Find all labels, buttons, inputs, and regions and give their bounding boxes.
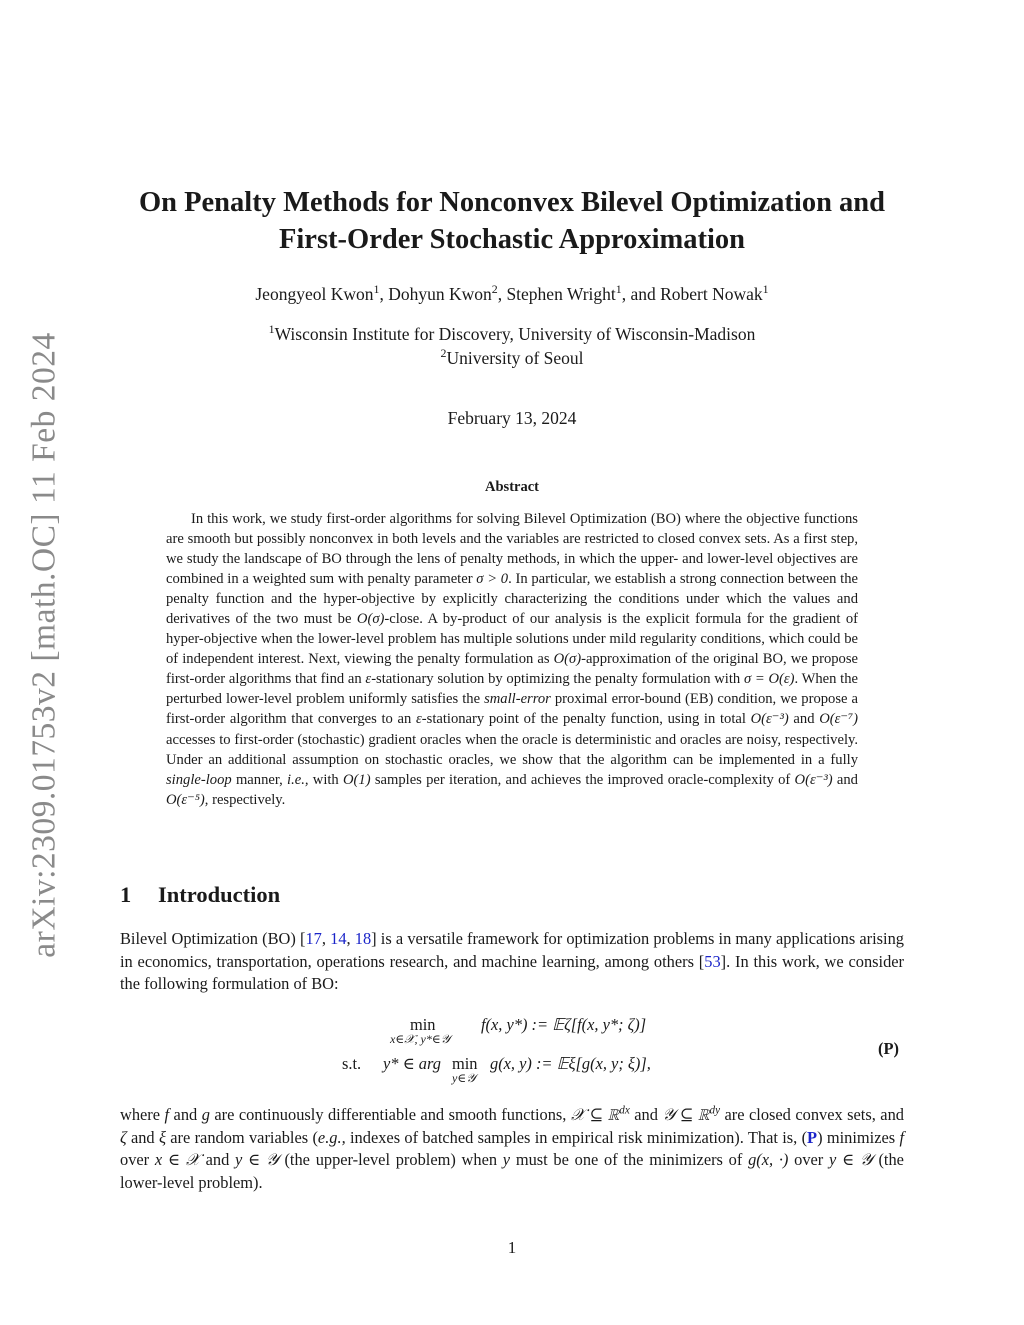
citation-link[interactable]: 53 bbox=[704, 951, 721, 971]
citation-link[interactable]: 18 bbox=[354, 929, 372, 948]
intro-text: ] is a versatile framework for optimization problems in many applications arising in economics, transportation, operations research, and machine learning, among others [ bbox=[120, 929, 904, 971]
body-math: ζ bbox=[120, 1127, 127, 1147]
abstract-math: σ > 0 bbox=[476, 571, 509, 588]
abstract-math: O(ε⁻³) bbox=[794, 771, 833, 788]
body-text: must be one of the minimizers of bbox=[510, 1150, 749, 1170]
intro-text: , bbox=[321, 929, 331, 948]
abstract-text: -stationary point of the penalty function, using in total bbox=[421, 711, 751, 728]
author-separator: , bbox=[497, 284, 507, 304]
abstract-emphasis: small-error bbox=[484, 691, 551, 708]
abstract-math: O(1) bbox=[343, 771, 371, 788]
abstract-text: proximal error-bound (EB) condition, we propose a first-order algorithm that converges to an bbox=[166, 691, 858, 728]
body-math-superscript: dx bbox=[619, 1104, 630, 1117]
body-text: and bbox=[629, 1105, 663, 1124]
author-name: Robert Nowak bbox=[660, 284, 763, 304]
eq2-operator: min bbox=[452, 1054, 478, 1073]
arxiv-stamp bbox=[22, 332, 68, 957]
abstract-text: with bbox=[308, 771, 343, 788]
page-number: 1 bbox=[507, 1238, 517, 1257]
body-text: (the upper-level problem) when bbox=[278, 1150, 503, 1170]
body-math: y bbox=[502, 1150, 511, 1170]
equation-label-text: (P) bbox=[878, 1039, 899, 1058]
eq2-prefix: s.t. bbox=[342, 1054, 362, 1073]
body-math: 𝒴 ⊆ ℝ bbox=[662, 1105, 710, 1124]
title-line-1: On Penalty Methods for Nonconvex Bilevel Optimization and bbox=[138, 187, 885, 218]
author-name: Dohyun Kwon bbox=[388, 284, 492, 304]
eq2-operator-subscript: y∈𝒴 bbox=[452, 1071, 476, 1085]
body-math: g bbox=[201, 1105, 210, 1124]
eq1-body: f(x, y*) := 𝔼ζ[f(x, y*; ζ)] bbox=[481, 1015, 647, 1034]
abstract-text: and bbox=[832, 771, 858, 788]
abstract-math: ε bbox=[416, 711, 422, 728]
body-text: and bbox=[169, 1105, 202, 1124]
abstract-math: O(σ) bbox=[356, 611, 385, 628]
affiliations bbox=[100, 322, 924, 370]
abstract-body bbox=[166, 509, 858, 810]
eq2-lhs: y* ∈ arg bbox=[383, 1054, 441, 1073]
abstract-text: -close. A by-product of our analysis is the explicit formula for the gradient of hyper-objective when the lower-level problem has multiple solutions under mild regularity conditions, which could be of independent interest. Next, viewing the penalty formulation as bbox=[166, 611, 859, 668]
author-name: Stephen Wright bbox=[506, 284, 616, 304]
abstract-text: manner, bbox=[231, 771, 288, 788]
affiliation-1 bbox=[100, 322, 924, 346]
body-math: 𝒳 ⊆ ℝ bbox=[570, 1105, 620, 1124]
affil-mark: 2 bbox=[440, 346, 447, 361]
body-math: y ∈ 𝒴 bbox=[235, 1150, 279, 1170]
abstract-math: ε bbox=[365, 671, 372, 688]
affil-text: University of Seoul bbox=[446, 348, 584, 368]
author-affil-mark: 1 bbox=[373, 282, 380, 297]
abstract-text: -stationary solution by optimizing the penalty formulation with bbox=[371, 671, 744, 688]
abstract-emphasis: i.e., bbox=[287, 771, 309, 788]
abstract-math: O(ε⁻³) bbox=[750, 711, 789, 728]
author-separator: , and bbox=[621, 284, 661, 304]
affil-text: Wisconsin Institute for Discovery, University of Wisconsin-Madison bbox=[274, 324, 756, 344]
arxiv-id: arXiv:2309.01753v2 [math.OC] 11 Feb 2024 bbox=[26, 331, 64, 958]
author-list bbox=[100, 283, 924, 305]
abstract-heading: Abstract bbox=[485, 479, 539, 495]
paper-date: February 13, 2024 bbox=[447, 408, 577, 428]
body-text: and bbox=[199, 1150, 235, 1170]
body-text: (the lower-level problem). bbox=[120, 1150, 904, 1192]
body-math-superscript: dy bbox=[709, 1104, 721, 1117]
body-text: are random variables ( bbox=[165, 1127, 318, 1147]
intro-text: ]. In this work, we consider the following formulation of BO: bbox=[120, 951, 904, 994]
abstract-math: O(ε⁻⁵) bbox=[166, 791, 205, 808]
abstract-text: In this work, we study first-order algorithms for solving Bilevel Optimization (BO) where the objective functions are smooth but possibly nonconvex in both levels and the variables are restricted to closed convex sets. As a first step, we study the landscape of BO through the lens of penalty methods, in which the upper- and lower-level objectives are combined in a weighted sum with penalty parameter bbox=[166, 511, 858, 588]
body-text: indexes of batched samples in empirical risk minimization). That is, ( bbox=[345, 1127, 808, 1147]
citation-link[interactable]: 17 bbox=[305, 929, 322, 948]
body-text: where bbox=[120, 1105, 165, 1124]
after-equation-paragraph bbox=[120, 1104, 904, 1194]
citation-link[interactable]: 14 bbox=[330, 929, 347, 948]
abstract-text: accesses to first-order (stochastic) gradient oracles when the oracle is deterministic and oracles are noisy, respectively. Under an additional assumption on stochastic oracles, we show that the algorithm can be implemented in a fully bbox=[166, 731, 858, 768]
body-math: g(x, ·) bbox=[748, 1150, 789, 1170]
body-text: over bbox=[120, 1150, 155, 1170]
section-number: 1 bbox=[120, 882, 132, 907]
affil-mark: 1 bbox=[268, 322, 275, 337]
author-affil-mark: 1 bbox=[762, 282, 769, 297]
body-emphasis: e.g., bbox=[317, 1127, 346, 1147]
intro-text: , bbox=[346, 929, 355, 948]
section-heading bbox=[120, 881, 280, 909]
author-affil-mark: 1 bbox=[615, 282, 622, 297]
abstract-math: O(σ) bbox=[553, 651, 582, 668]
body-math: y ∈ 𝒴 bbox=[829, 1150, 873, 1170]
paper-title bbox=[100, 184, 924, 258]
equation-reference-link[interactable]: P bbox=[807, 1127, 818, 1147]
body-text: ) minimizes bbox=[817, 1127, 900, 1147]
abstract-math: O(ε⁻⁷) bbox=[819, 711, 859, 728]
body-math: f bbox=[899, 1127, 904, 1147]
abstract-text: , respectively. bbox=[204, 791, 286, 808]
author-separator: , bbox=[379, 284, 389, 304]
abstract-text: . In particular, we establish a strong connection between the penalty function and the hyper-objective by explicitly characterizing the conditions under which the values and derivatives of the two must be bbox=[166, 571, 859, 628]
intro-paragraph bbox=[120, 928, 904, 996]
author-affil-mark: 2 bbox=[491, 282, 498, 297]
body-text: are closed convex sets, and bbox=[720, 1105, 904, 1124]
intro-text: Bilevel Optimization (BO) [ bbox=[120, 929, 306, 948]
abstract-math: σ = O(ε) bbox=[743, 671, 795, 688]
eq1-operator: min bbox=[410, 1015, 436, 1034]
abstract-text: samples per iteration, and achieves the improved oracle-complexity of bbox=[370, 771, 795, 788]
eq2-body: g(x, y) := 𝔼ξ[g(x, y; ξ)], bbox=[490, 1054, 651, 1073]
abstract-text: and bbox=[788, 711, 820, 728]
author-name: Jeongyeol Kwon bbox=[255, 284, 374, 304]
body-math: x ∈ 𝒳 bbox=[154, 1150, 200, 1170]
abstract-text: -approximation of the original BO, we propose first-order algorithms that find an bbox=[166, 651, 858, 688]
abstract-text: . When the perturbed lower-level problem uniformly satisfies the bbox=[166, 671, 859, 708]
eq1-operator-subscript: x∈𝒳, y*∈𝒴 bbox=[390, 1032, 451, 1046]
affiliation-2 bbox=[100, 346, 924, 370]
body-text: over bbox=[788, 1150, 829, 1170]
equation-label bbox=[878, 1039, 899, 1059]
body-text: and bbox=[126, 1127, 159, 1147]
body-math: ξ bbox=[158, 1127, 166, 1147]
body-math: f bbox=[164, 1105, 170, 1124]
section-title: Introduction bbox=[158, 882, 281, 907]
title-line-2: First-Order Stochastic Approximation bbox=[278, 224, 745, 255]
body-text: are continuously differentiable and smooth functions, bbox=[209, 1105, 571, 1124]
abstract-emphasis: single-loop bbox=[166, 771, 232, 788]
